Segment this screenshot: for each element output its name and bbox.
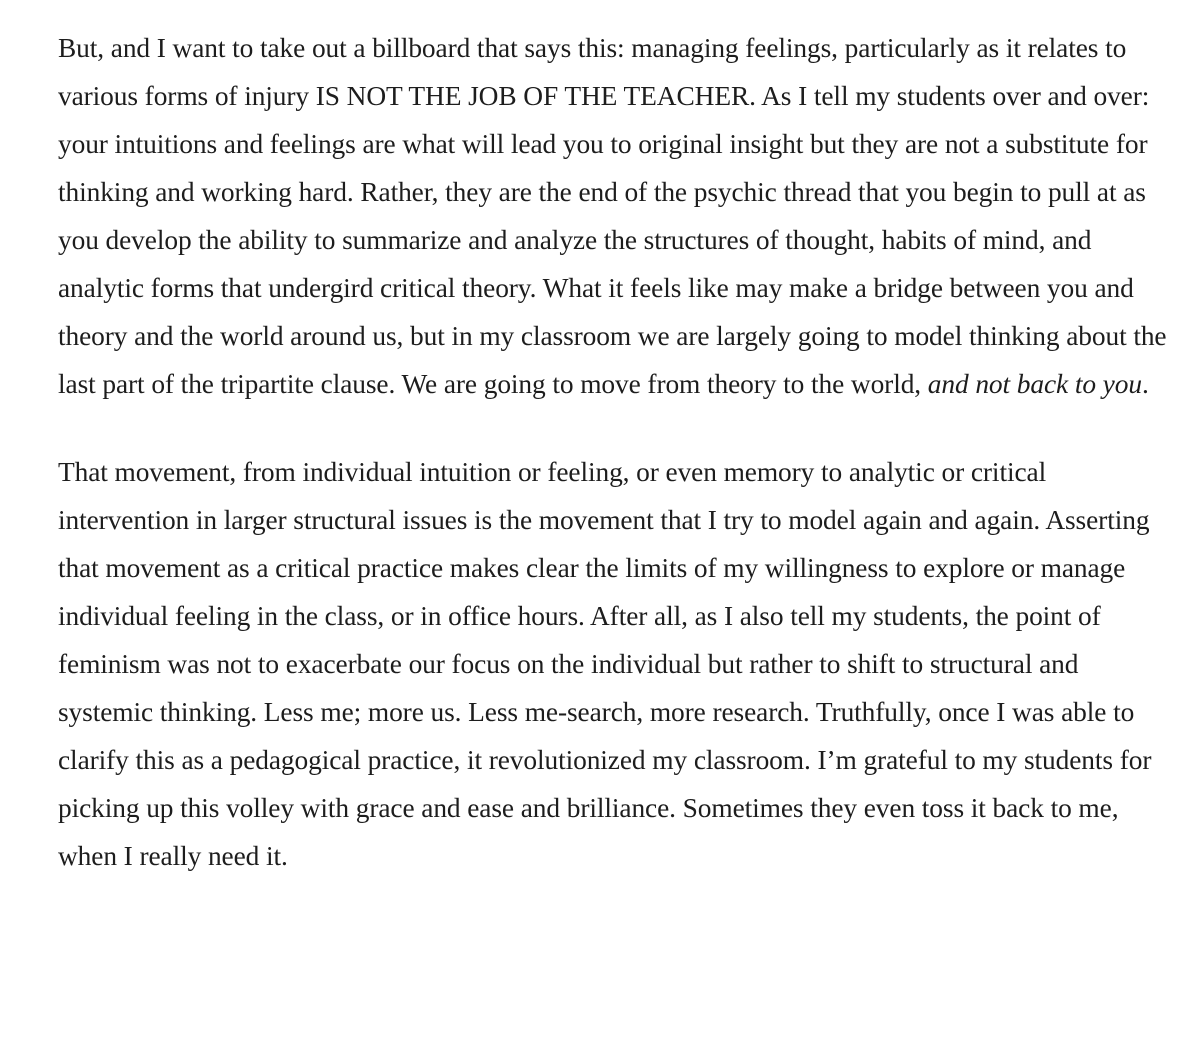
paragraph-1 (58, 24, 1170, 408)
paragraph-1-emphasis: and not back to you (927, 369, 1142, 399)
article-body (58, 24, 1170, 880)
paragraph-1-text: But, and I want to take out a billboard that says this: managing feelings, particularly as it relates to various forms of injury IS NOT THE JOB OF THE TEACHER. As I tell my students over and over: your intuitions and feelings are what will lead you to original insight but they are not a substitute for thinking and working hard. Rather, they are the end of the psychic thread that you begin to pull at as you develop the ability to summarize and analyze the structures of thought, habits of mind, and analytic forms that undergird critical theory. What it feels like may make a bridge between you and theory and the world around us, but in my classroom we are largely going to model thinking about the last part of the tripartite clause. We are going to move from theory to the world, (58, 33, 1167, 399)
paragraph-1-ending: . (1141, 369, 1149, 399)
paragraph-2-text: That movement, from individual intuition or feeling, or even memory to analytic or critical intervention in larger structural issues is the movement that I try to model again and again. Asserting that movement as a critical practice makes clear the limits of my willingness to explore or manage individual feeling in the class, or in office hours. After all, as I also tell my students, the point of feminism was not to exacerbate our focus on the individual but rather to shift to structural and systemic thinking. Less me; more us. Less me-search, more research. Truthfully, once I was able to clarify this as a pedagogical practice, it revolutionized my classroom. I’m grateful to my students for picking up this volley with grace and ease and brilliance. Sometimes they even toss it back to me, when I really need it. (58, 457, 1152, 871)
paragraph-2 (58, 448, 1170, 880)
